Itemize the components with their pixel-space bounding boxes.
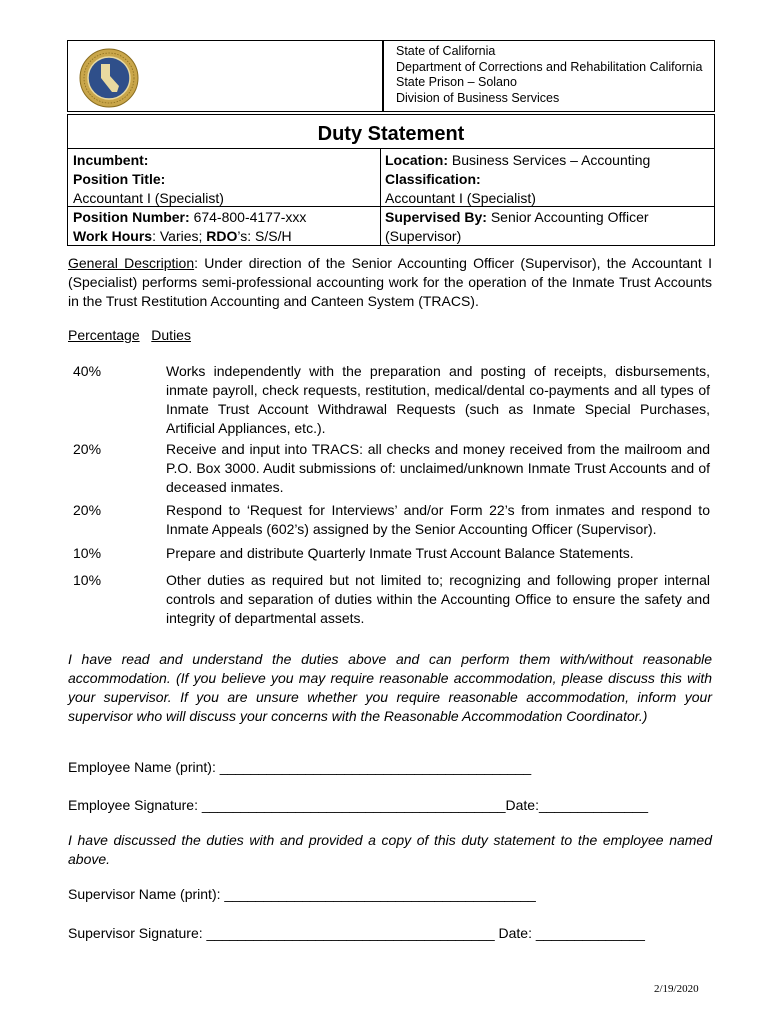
incumbent-label: Incumbent:: [73, 152, 149, 168]
page-title: Duty Statement: [317, 123, 465, 145]
duties-header: [68, 326, 191, 345]
supervised-by-label: Supervised By:: [385, 209, 487, 225]
employee-name-field[interactable]: Employee Name (print): ________________________________________: [68, 759, 532, 775]
duty-percentage: 20%: [73, 441, 102, 457]
location-field: [385, 151, 650, 170]
position-number-field: [73, 208, 306, 246]
position-title-value: Accountant I (Specialist): [73, 190, 224, 206]
duty-percentage: 20%: [73, 502, 102, 518]
duty-percentage: 10%: [73, 545, 102, 561]
rdo-label: RDO: [206, 228, 238, 244]
agency-line: Division of Business Services: [396, 90, 560, 105]
position-number-label: Position Number:: [73, 209, 190, 225]
supervised-by-value-2: (Supervisor): [385, 228, 462, 244]
position-number-value: 674-800-4177-xxx: [193, 209, 307, 225]
duties-heading: Duties: [151, 327, 191, 343]
duty-text: Other duties as required but not limited to; recognizing and following proper internal controls and separation of duties within the Accounting Office to ensure the safety and integrity of departmental assets.: [166, 572, 710, 626]
work-hours-label: Work Hours: [73, 228, 153, 244]
supervisor-signature-field[interactable]: Supervisor Signature: _____________________________________ Date: ______________: [68, 925, 645, 941]
duty-text: Respond to ‘Request for Interviews’ and/or Form 22’s from inmates and respond to Inmate Appeals (602’s) assigned by the Senior Accounting Officer (Supervisor).: [166, 502, 710, 537]
agency-line: Department of Corrections and Rehabilitation California: [396, 59, 703, 74]
duty-percentage: 10%: [73, 572, 102, 588]
footer-date: 2/19/2020: [654, 983, 699, 995]
agency-line: State of California: [396, 44, 496, 58]
classification-value: Accountant I (Specialist): [385, 190, 536, 206]
position-title-label: Position Title:: [73, 171, 166, 187]
agency-header: [67, 40, 715, 112]
duty-text: Prepare and distribute Quarterly Inmate Trust Account Balance Statements.: [166, 545, 634, 561]
incumbent-field: [73, 151, 148, 170]
rdo-value: ’s: S/S/H: [237, 228, 292, 244]
supervisor-statement: I have discussed the duties with and provided a copy of this duty statement to the employee named above.: [68, 832, 712, 867]
general-description-label: General Description: [68, 255, 195, 271]
supervisor-name-field[interactable]: Supervisor Name (print): ________________________________________: [68, 886, 536, 902]
state-seal-icon: [79, 48, 139, 108]
agency-info: [396, 44, 702, 106]
duty-text: Receive and input into TRACS: all checks and money received from the mailroom and P.O. Box 3000. Audit submissions of: unclaimed/unknown Inmate Trust Accounts and of deceased inmates.: [166, 441, 710, 495]
duty-percentage: 40%: [73, 363, 102, 379]
supervised-by-field: [385, 208, 649, 246]
location-value: Business Services – Accounting: [451, 152, 651, 168]
acknowledgement-text: I have read and understand the duties above and can perform them with/without reasonable accommodation. (If you believe you may require reasonable accommodation, please discuss this with your supervisor. If you are unsure whether you require reasonable accommodation, inform your supervisor who will discuss your concerns with the Reasonable Accommodation Coordinator.): [68, 651, 712, 724]
work-hours-value: : Varies;: [152, 228, 203, 244]
supervised-by-value: Senior Accounting Officer: [490, 209, 649, 225]
general-description: [68, 254, 712, 311]
general-description-text: : Under direction of the Senior Accounting Officer (Supervisor), the Accountant I (Specialist) performs semi-professional accounting work for the operation of the Inmate Trust Accounts in the Trust Restitution Accounting and Canteen System (TRACS).: [68, 255, 712, 309]
classification-label: Classification:: [385, 171, 481, 187]
employee-signature-field[interactable]: Employee Signature: _______________________________________Date:______________: [68, 797, 648, 813]
agency-line: State Prison – Solano: [396, 75, 517, 89]
classification-field: [385, 170, 536, 208]
percentage-heading: Percentage: [68, 327, 140, 343]
position-title-field: [73, 170, 224, 208]
duty-statement-table: [67, 114, 715, 246]
duty-text: Works independently with the preparation and posting of receipts, disbursements, inmate payroll, check requests, restitution, medical/dental co-payments and all types of Inmate Trust Account Withdrawal Requests (such as Inmate Special Purchases, Artificial Appliances, etc.).: [166, 363, 710, 436]
location-label: Location:: [385, 152, 448, 168]
